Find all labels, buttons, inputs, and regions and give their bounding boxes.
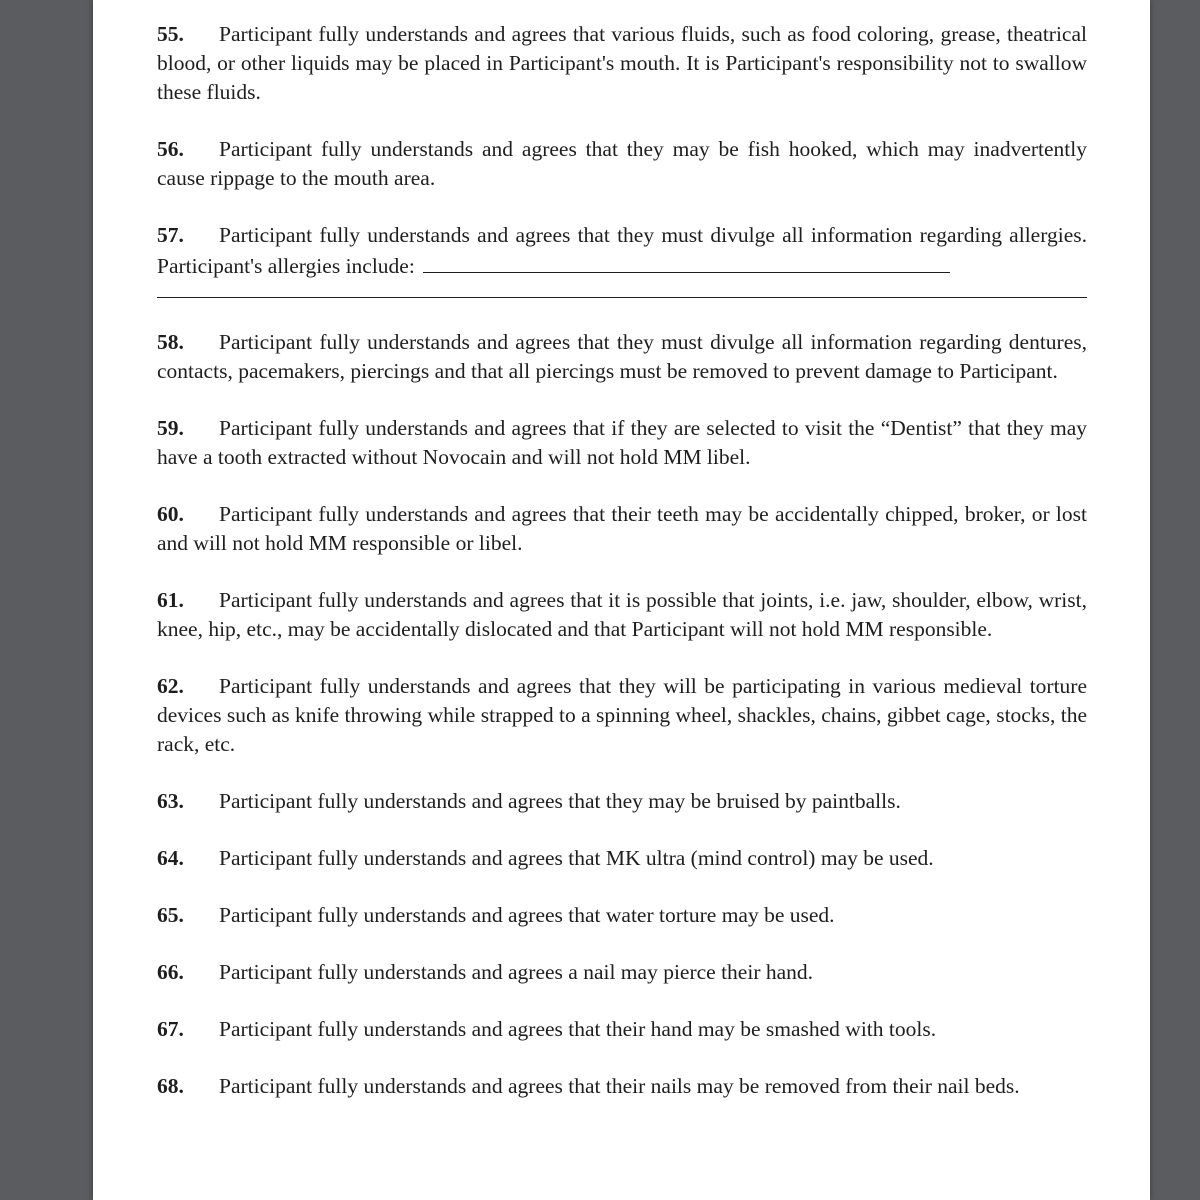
clause-number: 64.	[157, 846, 184, 870]
clause-text: Participant fully understands and agrees that they must divulge all information regarding allergies. Participant's allergies include:	[157, 223, 1087, 278]
clause-number: 60.	[157, 502, 184, 526]
clause-text: Participant fully understands and agrees that MK ultra (mind control) may be used.	[219, 846, 934, 870]
clause-text: Participant fully understands and agrees that their hand may be smashed with tools.	[219, 1017, 937, 1041]
clause-text: Participant fully understands and agrees a nail may pierce their hand.	[219, 960, 814, 984]
allergies-blank-line-2[interactable]	[157, 281, 1087, 298]
clause-number: 55.	[157, 22, 184, 46]
clause-number: 62.	[157, 674, 184, 698]
clause-text: Participant fully understands and agrees that if they are selected to visit the “Dentist” that they may have a tooth extracted without Novocain and will not hold MM libel.	[157, 416, 1087, 469]
allergies-blank-line[interactable]	[423, 250, 950, 273]
clause-number: 65.	[157, 903, 184, 927]
clause-text: Participant fully understands and agrees that they may be bruised by paintballs.	[219, 789, 901, 813]
clause-number: 66.	[157, 960, 184, 984]
document-page[interactable]	[93, 0, 1150, 1200]
clause-56	[157, 135, 1087, 193]
clause-text: Participant fully understands and agrees that various fluids, such as food coloring, grease, theatrical blood, or other liquids may be placed in Participant's mouth. It is Participant's responsibility not to swallow these fluids.	[157, 22, 1087, 104]
clause-64	[157, 844, 1087, 873]
clause-number: 63.	[157, 789, 184, 813]
clause-number: 61.	[157, 588, 184, 612]
clause-57	[157, 221, 1087, 298]
clause-59	[157, 414, 1087, 472]
clause-62	[157, 672, 1087, 759]
clause-65	[157, 901, 1087, 930]
clause-66	[157, 958, 1087, 987]
clause-58	[157, 328, 1087, 386]
clause-number: 67.	[157, 1017, 184, 1041]
clause-68	[157, 1072, 1087, 1101]
clause-number: 68.	[157, 1074, 184, 1098]
clause-67	[157, 1015, 1087, 1044]
clause-number: 56.	[157, 137, 184, 161]
clause-text: Participant fully understands and agrees that it is possible that joints, i.e. jaw, shoulder, elbow, wrist, knee, hip, etc., may be accidentally dislocated and that Participant will not hold MM responsible.	[157, 588, 1087, 641]
clause-63	[157, 787, 1087, 816]
clause-number: 57.	[157, 223, 184, 247]
clause-text: Participant fully understands and agrees that water torture may be used.	[219, 903, 835, 927]
clause-number: 58.	[157, 330, 184, 354]
clause-text: Participant fully understands and agrees that they will be participating in various medieval torture devices such as knife throwing while strapped to a spinning wheel, shackles, chains, gibbet cage, stocks, the rack, etc.	[157, 674, 1087, 756]
clause-text: Participant fully understands and agrees that their nails may be removed from their nail beds.	[219, 1074, 1020, 1098]
clause-60	[157, 500, 1087, 558]
clause-text: Participant fully understands and agrees that they must divulge all information regarding dentures, contacts, pacemakers, piercings and that all piercings must be removed to prevent damage to Participant.	[157, 330, 1087, 383]
clause-number: 59.	[157, 416, 184, 440]
clause-61	[157, 586, 1087, 644]
clause-text: Participant fully understands and agrees that they may be fish hooked, which may inadvertently cause rippage to the mouth area.	[157, 137, 1087, 190]
clause-55	[157, 20, 1087, 107]
clause-list	[157, 20, 1087, 1129]
clause-text: Participant fully understands and agrees that their teeth may be accidentally chipped, broker, or lost and will not hold MM responsible or libel.	[157, 502, 1087, 555]
